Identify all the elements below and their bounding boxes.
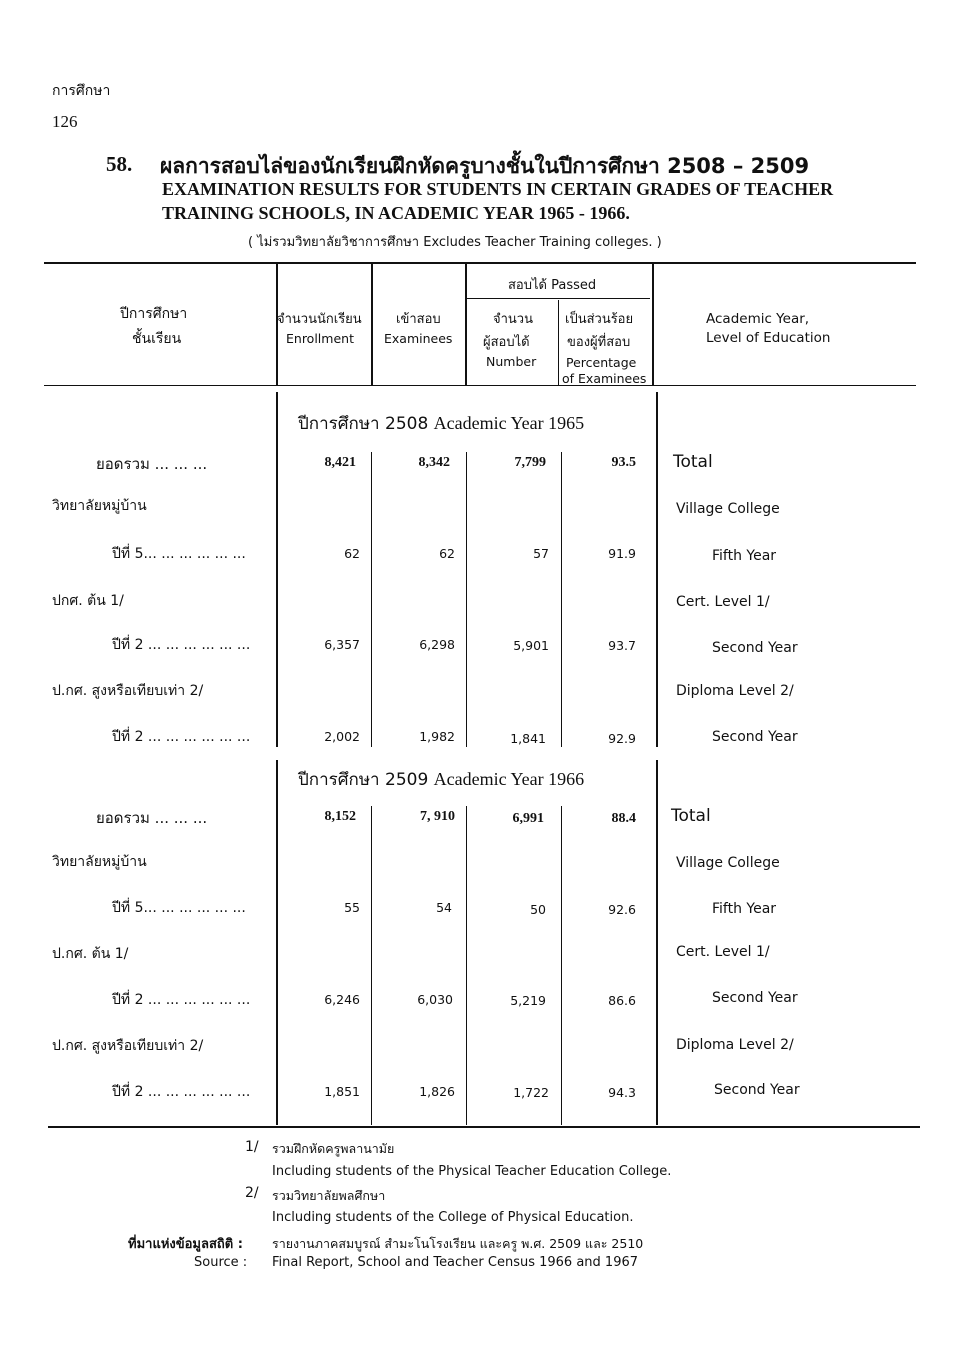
passed-percent-value: 93.5 (611, 455, 636, 470)
header-enroll-en: Enrollment (286, 331, 354, 346)
header-right1: Academic Year, (706, 311, 810, 327)
row-label-th: ปีที่ 2 ... ... ... ... ... ... (112, 637, 251, 653)
section-heading-th: ปีการศึกษา 2509 (298, 770, 429, 790)
source-thai-label: ที่มาแห่งข้อมูลสถิติ : (128, 1237, 243, 1252)
section-heading-en: Academic Year 1965 (433, 413, 585, 433)
header-number-th2: ผู้สอบได้ (483, 335, 530, 350)
passed-number-value: 57 (533, 546, 549, 561)
footnote-1-en: Including students of the Physical Teacher Education College. (272, 1164, 672, 1179)
header-pct-th2: ของผู้ที่สอบ (567, 335, 631, 350)
row-label-en: Village College (676, 501, 780, 517)
passed-percent-value: 94.3 (608, 1085, 636, 1100)
passed-percent-value: 92.9 (608, 731, 636, 746)
title-thai: ผลการสอบไล่ของนักเรียนฝึกหัดครูบางชั้นในปีการศึกษา 2508 – 2509 (160, 154, 810, 178)
row-label-en: Diploma Level 2/ (676, 1037, 794, 1053)
row-label-en: Second Year (712, 729, 798, 745)
passed-percent-value: 86.6 (608, 993, 636, 1008)
enrollment-value: 55 (344, 900, 360, 915)
footnote-2-th: รวมวิทยาลัยพลศึกษา (272, 1188, 386, 1203)
title-en-line1: EXAMINATION RESULTS FOR STUDENTS IN CERTAIN GRADES OF TEACHER (162, 179, 834, 199)
row-label-en: Total (673, 452, 713, 472)
row-label-en: Cert. Level 1/ (676, 594, 770, 610)
enrollment-value: 62 (344, 546, 360, 561)
title-note: ( ไม่รวมวิทยาลัยวิชาการศึกษา Excludes Teacher Training colleges. ) (248, 235, 662, 250)
row-label-th: ปีที่ 2 ... ... ... ... ... ... (112, 992, 251, 1008)
enrollment-value: 6,357 (324, 637, 360, 652)
header-number-en: Number (486, 354, 537, 369)
title-en-line2: TRAINING SCHOOLS, IN ACADEMIC YEAR 1965 - 1966. (162, 203, 630, 223)
row-label-th: ปีที่ 5... ... ... ... ... ... (112, 546, 246, 562)
footnote-1-th: รวมฝึกหัดครูพลานามัย (272, 1141, 395, 1156)
row-label-th: ยอดรวม ... ... ... (96, 809, 208, 827)
passed-number-value: 1,841 (510, 731, 546, 746)
examinees-value: 6,030 (417, 992, 453, 1007)
row-label-en: Second Year (714, 1082, 800, 1098)
passed-percent-value: 88.4 (611, 811, 636, 826)
header-left-th1: ปีการศึกษา (120, 306, 188, 322)
row-label-th: ปกศ. ต้น 1/ (52, 593, 124, 609)
source-thai: รายงานภาคสมบูรณ์ สำมะโนโรงเรียน และครู พ.ศ. 2509 และ 2510 (272, 1236, 644, 1251)
row-label-th: ป.กศ. สูงหรือเทียบเท่า 2/ (52, 683, 204, 699)
row-label-th: ปีที่ 5... ... ... ... ... ... (112, 900, 246, 916)
examinees-value: 1,982 (419, 729, 455, 744)
footnote-2-mark: 2/ (245, 1185, 259, 1201)
row-label-en: Diploma Level 2/ (676, 683, 794, 699)
passed-percent-value: 91.9 (608, 546, 636, 561)
page-category: การศึกษา (52, 83, 111, 99)
row-label-en: Fifth Year (712, 548, 777, 564)
examinees-value: 8,342 (418, 455, 450, 470)
header-number-th1: จำนวน (493, 312, 533, 327)
page-number: 126 (52, 112, 78, 131)
passed-number-value: 5,901 (513, 638, 549, 653)
passed-percent-value: 93.7 (608, 638, 636, 653)
row-label-th: ป.กศ. สูงหรือเทียบเท่า 2/ (52, 1038, 204, 1054)
row-label-en: Second Year (712, 990, 798, 1006)
header-enroll-th: จำนวนนักเรียน (277, 312, 362, 327)
examinees-value: 7, 910 (420, 809, 455, 824)
source-en: Final Report, School and Teacher Census 1966 and 1967 (272, 1255, 639, 1270)
section-heading (298, 410, 584, 437)
examinees-value: 1,826 (419, 1084, 455, 1099)
row-label-en: Fifth Year (712, 901, 777, 917)
header-right2: Level of Education (706, 330, 831, 346)
header-exam-th: เข้าสอบ (396, 312, 441, 327)
passed-number-value: 1,722 (513, 1085, 549, 1100)
source-en-label: Source : (194, 1255, 248, 1270)
row-label-en: Village College (676, 855, 780, 871)
section-heading (298, 766, 584, 793)
passed-number-value: 5,219 (510, 993, 546, 1008)
row-label-th: วิทยาลัยหมู่บ้าน (52, 498, 147, 514)
enrollment-value: 1,851 (324, 1084, 360, 1099)
footnote-2-en: Including students of the College of Physical Education. (272, 1210, 634, 1225)
header-exam-en: Examinees (384, 331, 453, 346)
enrollment-value: 2,002 (324, 729, 360, 744)
header-left-th2: ชั้นเรียน (132, 331, 182, 347)
passed-number-value: 50 (530, 902, 546, 917)
header-passed: สอบได้ Passed (508, 278, 597, 293)
enrollment-value: 8,152 (324, 809, 356, 824)
row-label-th: วิทยาลัยหมู่บ้าน (52, 854, 147, 870)
header-pct-th1: เป็นส่วนร้อย (565, 312, 634, 327)
passed-number-value: 6,991 (512, 811, 544, 826)
enrollment-value: 6,246 (324, 992, 360, 1007)
examinees-value: 54 (436, 900, 452, 915)
row-label-th: ปีที่ 2 ... ... ... ... ... ... (112, 729, 251, 745)
section-heading-en: Academic Year 1966 (433, 769, 585, 789)
examinees-value: 6,298 (419, 637, 455, 652)
section-heading-th: ปีการศึกษา 2508 (298, 414, 429, 434)
examinees-value: 62 (439, 546, 455, 561)
row-label-en: Second Year (712, 640, 798, 656)
row-label-en: Cert. Level 1/ (676, 944, 770, 960)
header-pct-en2: of Examinees (562, 371, 647, 386)
footnote-1-mark: 1/ (245, 1139, 259, 1155)
row-label-th: ป.กศ. ต้น 1/ (52, 946, 129, 962)
passed-number-value: 7,799 (514, 455, 546, 470)
row-label-en: Total (671, 806, 711, 826)
enrollment-value: 8,421 (324, 455, 356, 470)
header-pct-en1: Percentage (566, 355, 637, 370)
passed-percent-value: 92.6 (608, 902, 636, 917)
row-label-th: ยอดรวม ... ... ... (96, 455, 208, 473)
row-label-th: ปีที่ 2 ... ... ... ... ... ... (112, 1084, 251, 1100)
table-number: 58. (106, 152, 133, 176)
